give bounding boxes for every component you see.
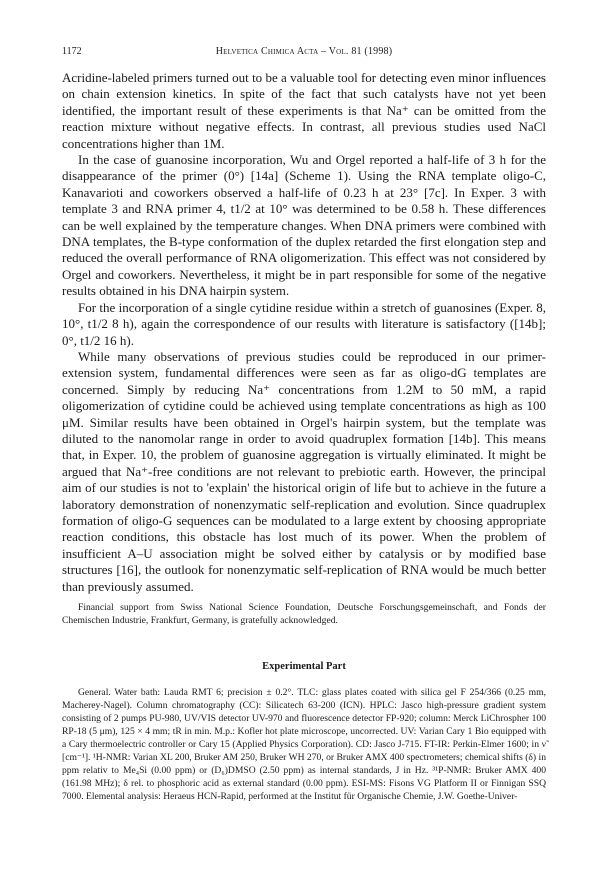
experimental-section (62, 686, 546, 803)
page-number: 1172 (62, 46, 82, 57)
body-paragraph: In the case of guanosine incorporation, Wu and Orgel reported a half-life of 3 h for the disappearance of the primer (0°) [14a] (Scheme 1). Using the RNA template oligo-C, Kanavarioti and coworkers observed a half-life of 0.23 h at 23° [7c]. In Exper. 3 with template 3 and RNA primer 4, t1/2 at 10° was determined to be 0.58 h. These differences can be well explained by the temperature changes. When DNA primers were combined with DNA templates, the B-type conformation of the duplex retarded the first elongation step and reduced the overall performance of RNA oligomerization. This effect was not considered by Orgel and coworkers. Nevertheless, it might be in part responsible for some of the negative results obtained in his DNA hairpin system. (62, 152, 546, 299)
page-header (62, 46, 546, 60)
body-paragraph: While many observations of previous studies could be reproduced in our primer-extension system, fundamental differences were seen as far as oligo-dG templates are concerned. Simply by reducing Na⁺ concentrations from 1.2M to 50 mM, a rapid oligomerization of cytidine could be achieved using template concentrations as high as 100 μM. Similar results have been obtained in Orgel's hairpin system, but the template was diluted to the nanomolar range in order to avoid quadruplex formation [14b]. This means that, in Exper. 10, the problem of guanosine aggregation is virtually eliminated. It might be argued that Na⁺-free conditions are not relevant to prebiotic earth. However, the principal aim of our studies is not to 'explain' the historical origin of life but to achieve in the future a laboratory demonstration of nonenzymatic self-replication and evolution. Since quadruplex formation of oligo-G sequences can be modulated to a large extent by choosing appropriate reaction conditions, this obstacle has lost much of its power. When the problem of insufficient A–U association might be solved either by catalysis or by modified base structures [16], the outlook for nonenzymatic self-replication of RNA would be much better than previously assumed. (62, 348, 546, 594)
section-title: Experimental Part (262, 661, 346, 672)
body-paragraph: For the incorporation of a single cytidine residue within a stretch of guanosines (Exper. 8, 10°, t1/2 8 h), again the correspondence of our results with literature is satisfactory ([14b]; 0°, t1/2 16 h). (62, 299, 546, 348)
running-head: Helvetica Chimica Acta – Vol. 81 (1998) (215, 46, 393, 57)
acknowledgement-text: Financial support from Swiss National Science Foundation, Deutsche Forschungsgemeinschaft, and Fonds der Chemischen Industrie, Frankfurt, Germany, is gratefully acknowledged. (62, 602, 546, 626)
acknowledgement (62, 601, 546, 627)
experimental-text: General. Water bath: Lauda RMT 6; precision ± 0.2°. TLC: glass plates coated with silica gel F 254/366 (0.25 mm, Macherey-Nagel). Column chromatography (CC): Silicatech 63-200 (ICN). HPLC: Jasco high-pressure gradient system consisting of 2 pumps PU-980, UV/VIS detector UV-970 and fluorescence detector FP-920; column: Merck LiChrospher 100 RP-18 (5 μm), 125 × 4 mm; tR in min. M.p.: Kofler hot plate microscope, uncorrected. UV: Varian Cary 1 Bio equipped with a Cary thermoelectric controller or Cary 15 (Applied Physics Corporation). CD: Jasco J-715. FT-IR: Perkin-Elmer 1600; in ν̃ [cm⁻¹]. ¹H-NMR: Varian XL 200, Bruker AM 250, Bruker WH 270, or Bruker AMX 400 spectrometers; chemical shifts (δ) in ppm relativ to Me₄Si (0.00 ppm) or (D₆)DMSO (2.50 ppm) as internal standards, J in Hz. ³¹P-NMR: Bruker AMX 400 (161.98 MHz); δ rel. to phosphoric acid as external standard (0.00 ppm). ESI-MS: Fisons VG Platform II or Finnigan SSQ 7000. Elemental analysis: Heraeus HCN-Rapid, performed at the Institut für Organische Chemie, J.W. Goethe-Univer- (62, 687, 546, 802)
body-paragraph: Acridine-labeled primers turned out to be a valuable tool for detecting even minor influences on chain extension kinetics. In spite of the fact that such catalysts have not yet been identified, the important result of these experiments is that Na⁺ can be omitted from the reaction mixture without negative effects. In contrast, all previous studies used NaCl concentrations higher than 1M. (62, 70, 546, 151)
main-body (62, 70, 546, 595)
